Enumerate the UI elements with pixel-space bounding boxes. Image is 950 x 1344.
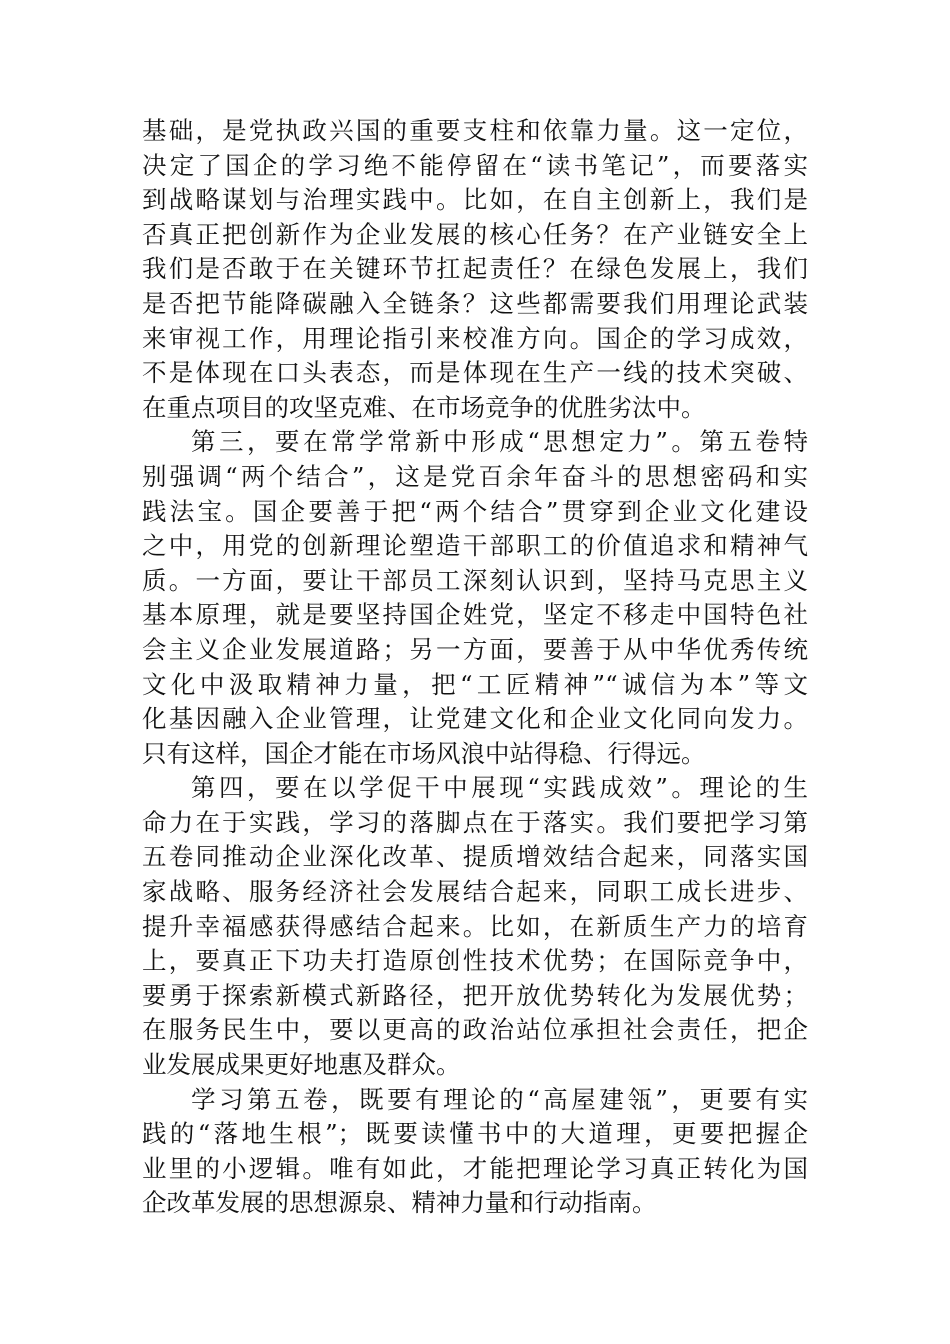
text-line: 提升幸福感获得感结合起来。比如，在新质生产力的培育	[142, 911, 808, 941]
text-line: 家战略、服务经济社会发展结合起来，同职工成长进步、	[142, 877, 808, 907]
body-text	[142, 114, 808, 1221]
text-line: 来审视工作，用理论指引来校准方向。国企的学习成效，	[142, 323, 808, 353]
text-line: 文化中汲取精神力量，把“工匠精神”“诚信为本”等文	[142, 669, 808, 699]
text-line: 质。一方面，要让干部员工深刻认识到，坚持马克思主义	[142, 565, 808, 595]
text-line: 要勇于探索新模式新路径，把开放优势转化为发展优势；	[142, 980, 808, 1010]
text-line: 基本原理，就是要坚持国企姓党，坚定不移走中国特色社	[142, 600, 808, 630]
text-line: 在服务民生中，要以更高的政治站位承担社会责任，把企	[142, 1015, 808, 1045]
text-line: 是否把节能降碳融入全链条？这些都需要我们用理论武装	[142, 288, 808, 318]
text-line: 决定了国企的学习绝不能停留在“读书笔记”，而要落实	[142, 150, 808, 180]
text-line: 别强调“两个结合”，这是党百余年奋斗的思想密码和实	[142, 461, 808, 491]
text-line: 业里的小逻辑。唯有如此，才能把理论学习真正转化为国	[142, 1153, 808, 1183]
text-line: 上，要真正下功夫打造原创性技术优势；在国际竞争中，	[142, 946, 808, 976]
text-line: 基础，是党执政兴国的重要支柱和依靠力量。这一定位，	[142, 116, 808, 145]
text-line: 命力在于实践，学习的落脚点在于落实。我们要把学习第	[142, 807, 808, 837]
text-line: 化基因融入企业管理，让党建文化和企业文化同向发力。	[142, 704, 808, 734]
text-line: 到战略谋划与治理实践中。比如，在自主创新上，我们是	[142, 185, 808, 215]
paragraph-first-line: 第三，要在常学常新中形成“思想定力”。第五卷特	[191, 427, 808, 457]
text-line: 践的“落地生根”；既要读懂书中的大道理，更要把握企	[142, 1119, 808, 1149]
text-line: 五卷同推动企业深化改革、提质增效结合起来，同落实国	[142, 842, 808, 872]
text-line: 业发展成果更好地惠及群众。	[142, 1050, 461, 1080]
text-line: 会主义企业发展道路；另一方面，要善于从中华优秀传统	[142, 634, 808, 664]
text-line: 之中，用党的创新理论塑造干部职工的价值追求和精神气	[142, 531, 808, 561]
text-line: 企改革发展的思想源泉、精神力量和行动指南。	[142, 1188, 657, 1218]
text-line: 在重点项目的攻坚克难、在市场竞争的优胜劣汰中。	[142, 392, 706, 422]
text-line: 否真正把创新作为企业发展的核心任务？在产业链安全上	[142, 219, 808, 249]
text-line: 践法宝。国企要善于把“两个结合”贯穿到企业文化建设	[142, 496, 808, 526]
paragraph-first-line: 第四，要在以学促干中展现“实践成效”。理论的生	[191, 773, 808, 803]
text-line: 我们是否敢于在关键环节扛起责任？在绿色发展上，我们	[142, 254, 808, 284]
text-line: 不是体现在口头表态，而是体现在生产一线的技术突破、	[142, 358, 808, 388]
text-line: 只有这样，国企才能在市场风浪中站得稳、行得远。	[142, 738, 706, 768]
paragraph-first-line: 学习第五卷，既要有理论的“高屋建瓴”，更要有实	[191, 1084, 808, 1114]
